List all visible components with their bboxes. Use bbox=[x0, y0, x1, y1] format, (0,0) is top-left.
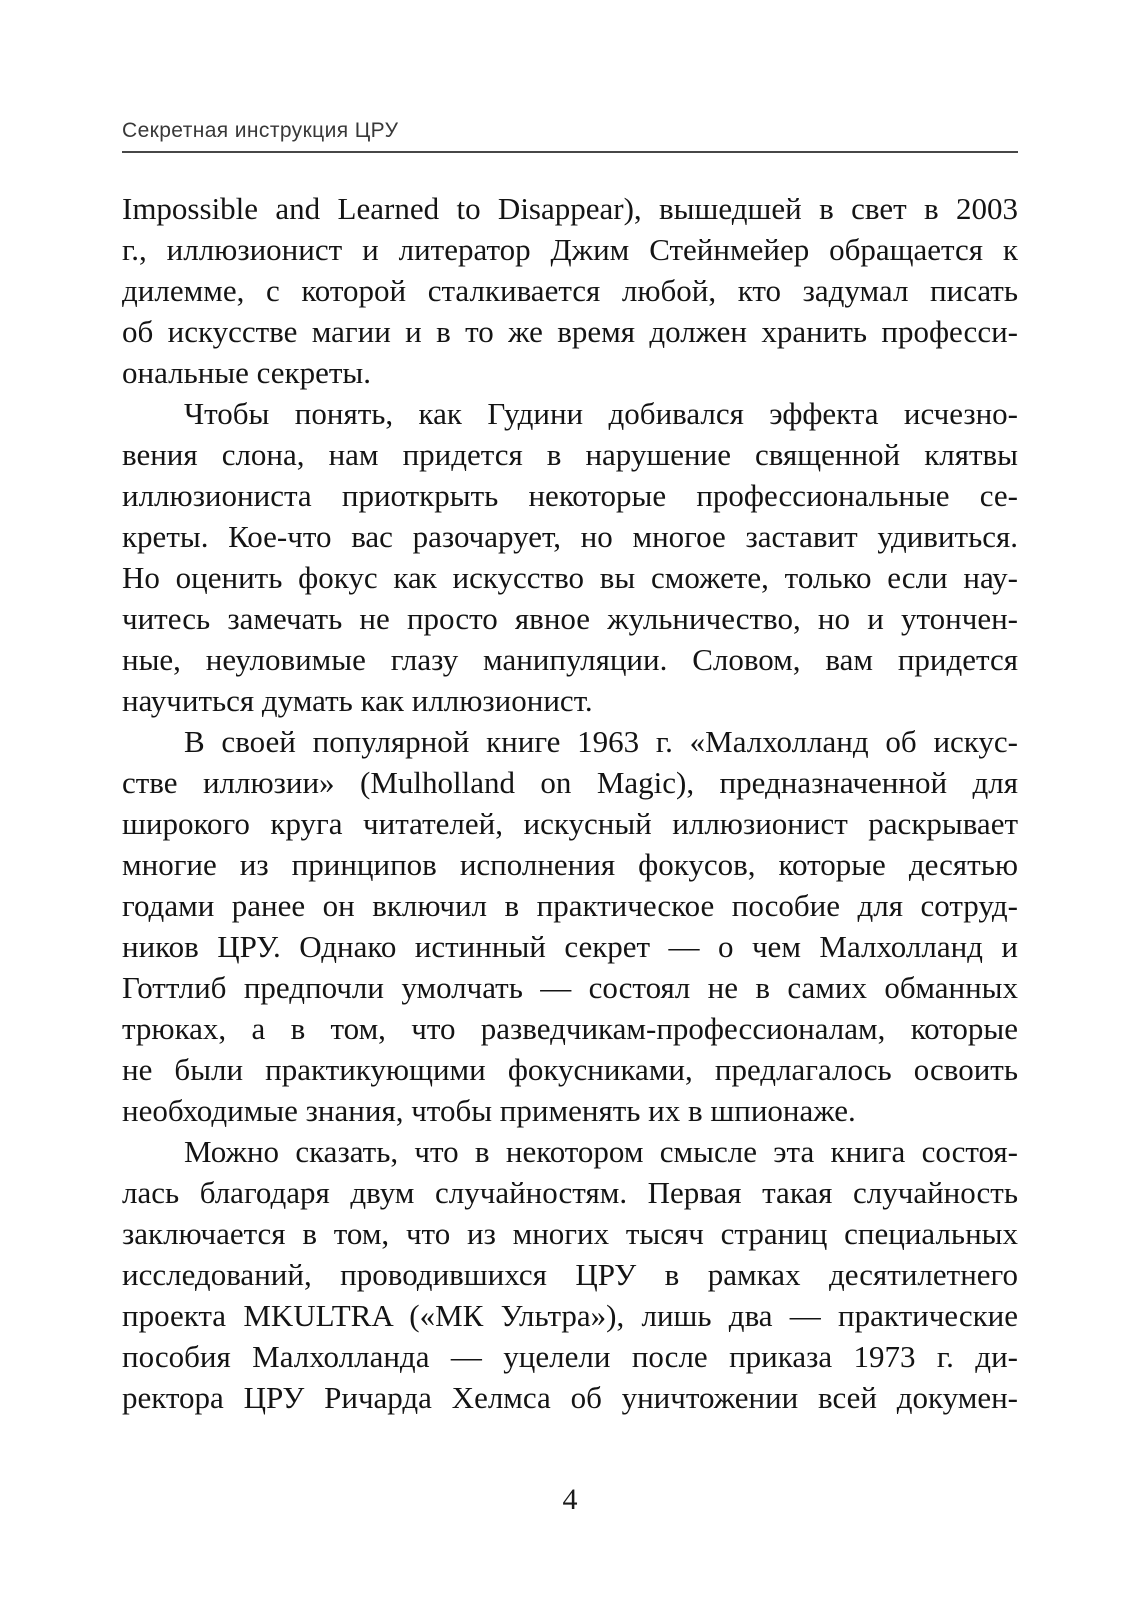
text-line: В своей популярной книге 1963 г. «Малхолланд об искус- bbox=[184, 724, 1018, 759]
text-line: ональные секреты. bbox=[122, 355, 371, 390]
text-line: ректора ЦРУ Ричарда Хелмса об уничтожении всей докумен- bbox=[122, 1380, 1018, 1415]
text-line: трюках, а в том, что разведчикам-профессионалам, которые bbox=[122, 1011, 1018, 1046]
page-number: 4 bbox=[562, 1483, 578, 1516]
text-line: Но оценить фокус как искусство вы сможете, только если нау- bbox=[122, 560, 1018, 595]
text-line: дилемме, с которой сталкивается любой, кто задумал писать bbox=[122, 273, 1018, 308]
running-header bbox=[122, 118, 1018, 153]
paragraph bbox=[122, 721, 1018, 1131]
text-line: проекта MKULTRA («МК Ультра»), лишь два — практические bbox=[122, 1298, 1018, 1333]
text-line: пособия Малхолланда — уцелели после приказа 1973 г. ди- bbox=[122, 1339, 1018, 1374]
running-header-title: Секретная инструкция ЦРУ bbox=[122, 119, 399, 142]
text-line: исследований, проводившихся ЦРУ в рамках десятилетнего bbox=[122, 1257, 1018, 1292]
page-footer bbox=[122, 1483, 1018, 1517]
text-line: ников ЦРУ. Однако истинный секрет — о чем Малхолланд и bbox=[122, 929, 1018, 964]
text-line: годами ранее он включил в практическое пособие для сотруд- bbox=[122, 888, 1018, 923]
text-line: многие из принципов исполнения фокусов, которые десятью bbox=[122, 847, 1018, 882]
text-line: креты. Кое-что вас разочарует, но многое заставит удивиться. bbox=[122, 519, 1018, 554]
text-line: г., иллюзионист и литератор Джим Стейнмейер обращается к bbox=[122, 232, 1018, 267]
text-line: заключается в том, что из многих тысяч страниц специальных bbox=[122, 1216, 1018, 1251]
text-line: лась благодаря двум случайностям. Первая такая случайность bbox=[122, 1175, 1018, 1210]
text-line: об искусстве магии и в то же время должен хранить професси- bbox=[122, 314, 1018, 349]
page-body-text bbox=[122, 188, 1018, 1418]
text-line: Готтлиб предпочли умолчать — состоял не в самих обманных bbox=[122, 970, 1018, 1005]
text-line: вения слона, нам придется в нарушение священной клятвы bbox=[122, 437, 1018, 472]
text-line: не были практикующими фокусниками, предлагалось освоить bbox=[122, 1052, 1018, 1087]
text-line: Можно сказать, что в некотором смысле эта книга состоя- bbox=[184, 1134, 1018, 1169]
text-line: научиться думать как иллюзионист. bbox=[122, 683, 593, 718]
text-line: читесь замечать не просто явное жульничество, но и утончен- bbox=[122, 601, 1018, 636]
text-line: широкого круга читателей, искусный иллюзионист раскрывает bbox=[122, 806, 1018, 841]
text-line: Чтобы понять, как Гудини добивался эффекта исчезно- bbox=[184, 396, 1018, 431]
text-line: иллюзиониста приоткрыть некоторые профессиональные се- bbox=[122, 478, 1018, 513]
text-line: ные, неуловимые глазу манипуляции. Словом, вам придется bbox=[122, 642, 1018, 677]
text-line: необходимые знания, чтобы применять их в шпионаже. bbox=[122, 1093, 856, 1128]
header-rule bbox=[122, 151, 1018, 153]
text-line: стве иллюзии» (Mulholland on Magic), предназначенной для bbox=[122, 765, 1018, 800]
paragraph bbox=[122, 393, 1018, 721]
paragraph bbox=[122, 1131, 1018, 1418]
paragraph bbox=[122, 188, 1018, 393]
text-line: Impossible and Learned to Disappear), вышедшей в свет в 2003 bbox=[122, 191, 1018, 226]
